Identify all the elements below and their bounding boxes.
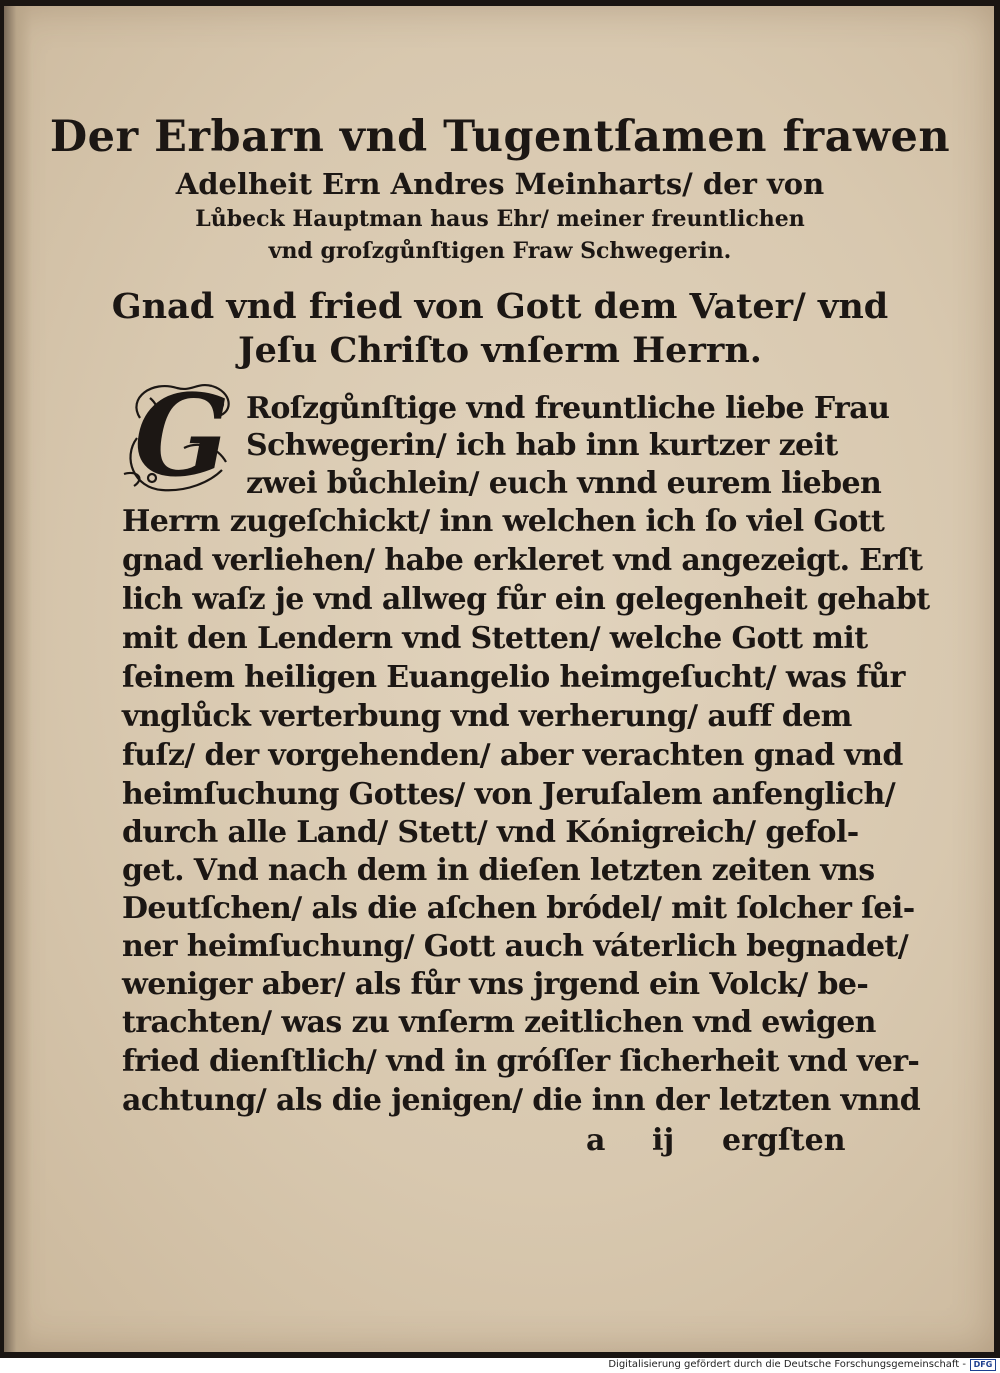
dedication-line-1: Der Erbarn vnd Tugentſamen frawen [49,112,951,162]
text-line: gnad verliehen/ habe erkleret vnd angezeigt. Erſt [122,543,923,578]
dfg-logo: DFG [970,1359,996,1371]
greeting-line-1: Gnad vnd fried von Gott dem Vater/ vnd [111,286,889,327]
text-line: Deutſchen/ als die aſchen bródel/ mit ſolcher ſei- [122,891,915,926]
text-line: Herrn zugeſchickt/ inn welchen ich ſo viel Gott [122,504,885,539]
dedication-line-4: vnd groſzgůnſtigen Fraw Schwegerin. [268,238,732,264]
text-line: zwei bůchlein/ euch vnnd eurem lieben [246,466,882,501]
text-line: trachten/ was zu vnſerm zeitlichen vnd ewigen [122,1005,876,1040]
text-line: fried dienſtlich/ vnd in gróſſer ſicherheit vnd ver- [122,1044,920,1079]
dedication-line-3: Lůbeck Hauptman haus Ehr/ meiner freuntlichen [195,206,805,232]
text-line: weniger aber/ als fůr vns jrgend ein Volck/ be- [122,967,869,1002]
text-line: Schwegerin/ ich hab inn kurtzer zeit [246,428,838,463]
greeting-line-2: Jeſu Chriſto vnſerm Herrn. [238,330,762,371]
text-line: ſeinem heiligen Euangelio heimgeſucht/ was fůr [122,660,905,695]
signature-line [0,1123,1000,1163]
footer-bar [0,1358,1000,1373]
text-line: fuſz/ der vorgehenden/ aber verachten gnad vnd [122,738,903,773]
signature-mark: a [586,1123,606,1158]
initial-letter: G [134,371,230,502]
text-line: heimſuchung Gottes/ von Jeruſalem anfenglich/ [122,777,896,812]
funding-note: Digitalisierung gefördert durch die Deutsche Forschungsgemeinschaft - [608,1359,966,1370]
signature-number: ij [652,1123,675,1158]
catchword: ergſten [722,1123,846,1158]
text-line: lich waſz je vnd allweg fůr ein gelegenheit gehabt [122,582,930,617]
text-line: mit den Lendern vnd Stetten/ welche Gott mit [122,621,868,656]
text-line: durch alle Land/ Stett/ vnd Kónigreich/ gefol- [122,815,859,850]
text-line: get. Vnd nach dem in dieſen letzten zeiten vns [122,853,875,888]
text-line: ner heimſuchung/ Gott auch váterlich begnadet/ [122,929,909,964]
text-line: achtung/ als die jenigen/ die inn der letzten vnnd [122,1083,921,1118]
text-line: vnglůck verterbung vnd verherung/ auff dem [122,699,852,734]
dedication-line-2: Adelheit Ern Andres Meinharts/ der von [175,167,825,201]
text-line: Roſzgůnſtige vnd freuntliche liebe Frau [246,391,890,426]
decorated-initial [122,371,242,502]
